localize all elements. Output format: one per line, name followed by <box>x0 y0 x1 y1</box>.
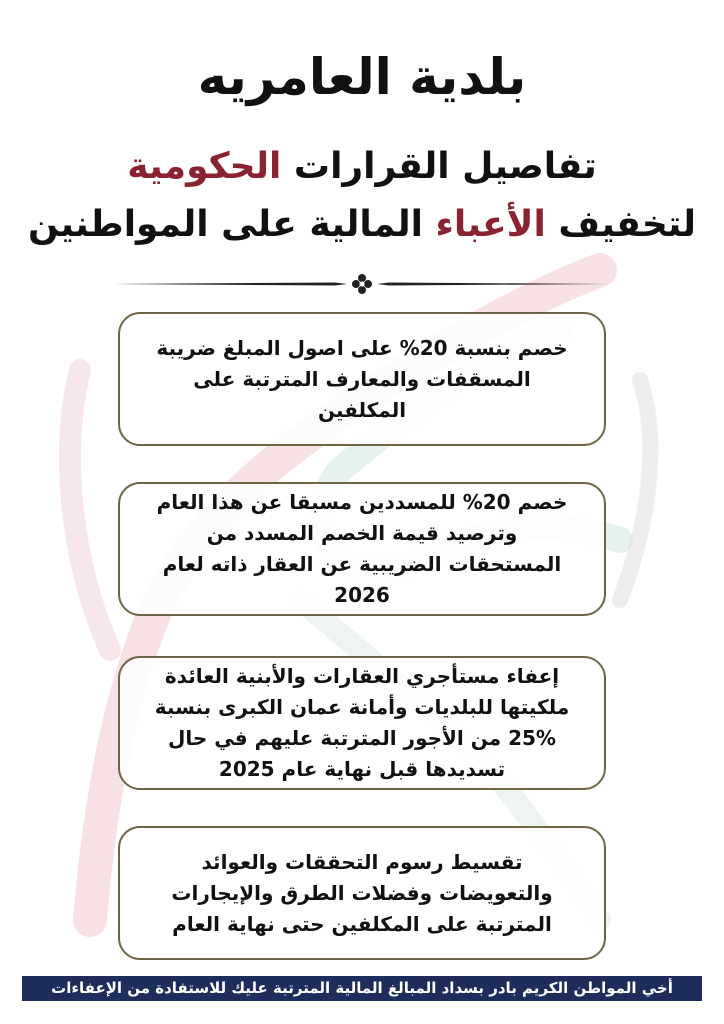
ornament-flower-icon <box>352 274 372 294</box>
subtitle-line-2-text-a: لتخفيف <box>545 204 696 245</box>
card-4-line-2: والتعويضات وفضلات الطرق والإيجارات <box>171 880 553 905</box>
subtitle-line-2-text-b: المالية على المواطنين <box>28 204 436 245</box>
ornament-divider <box>115 272 609 296</box>
subtitle-line-1 <box>0 146 724 187</box>
card-2-line-4: 2026 <box>334 583 390 607</box>
decision-card-4 <box>118 826 606 960</box>
card-3-line-3: 25% من الأجور المترتبة عليهم في حال <box>168 726 556 750</box>
card-1-line-3: المكلفين <box>317 397 407 422</box>
card-2-line-3: المستحقات الضريبية عن العقار ذاته لعام <box>162 552 562 576</box>
footer-banner: أخي المواطن الكريم بادر بسداد المبالغ المالية المترتبة عليك للاستفادة من الإعفاءات <box>22 976 702 1001</box>
subtitle-line-1-text: تفاصيل القرارات <box>281 146 597 187</box>
card-4-line-3: المترتبة على المكلفين حتى نهاية العام <box>172 911 552 936</box>
subtitle-line-1-accent: الحكومية <box>127 146 282 187</box>
card-2-line-1: خصم 20% للمسددين مسبقا عن هذا العام <box>156 490 568 514</box>
card-1-line-1: خصم بنسبة 20% على اصول المبلغ ضريبة <box>156 335 568 360</box>
card-1-line-2: المسقفات والمعارف المترتبة على <box>193 366 531 391</box>
decision-card-1 <box>118 312 606 446</box>
card-3-line-1: إعفاء مستأجري العقارات والأبنية العائدة <box>164 664 560 688</box>
card-3-line-4: تسديدها قبل نهاية عام 2025 <box>218 757 506 781</box>
card-3-line-2: ملكيتها للبلديات وأمانة عمان الكبرى بنسبة <box>154 695 570 719</box>
decision-card-3 <box>118 656 606 790</box>
subtitle-line-2-accent: الأعباء <box>435 204 546 245</box>
page-title: بلدية العامريه <box>197 48 527 106</box>
card-2-line-2: وترصيد قيمة الخصم المسدد من <box>206 521 518 545</box>
card-4-line-1: تقسيط رسوم التحققات والعوائد <box>201 849 523 874</box>
subtitle-line-2 <box>0 204 724 245</box>
decision-card-2 <box>118 482 606 616</box>
